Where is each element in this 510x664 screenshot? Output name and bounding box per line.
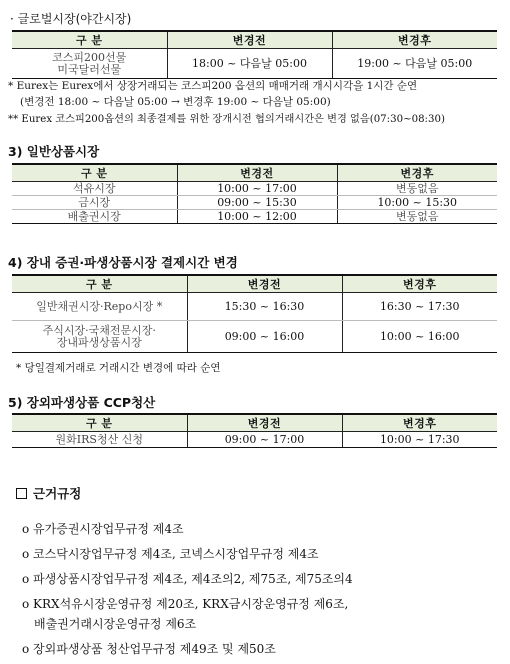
list-item: o KRX석유시장운영규정 제20조, KRX금시장운영규정 제6조, — [22, 597, 349, 611]
basis-heading: 근거규정 — [16, 484, 81, 502]
global-market-table — [12, 30, 497, 79]
section-heading: 3) 일반상품시장 — [8, 144, 100, 159]
list-item: 배출권거래시장운영규정 제6조 — [34, 617, 197, 631]
table-cell-before: 18:00 ~ 다음날 05:00 — [167, 49, 332, 79]
col-header-before: 변경전 — [187, 275, 342, 293]
footnote: (변경전 18:00 ~ 다음날 05:00 → 변경후 19:00 ~ 다음날 05:00) — [20, 96, 331, 108]
global-market-heading: · 글로벌시장(야간시장) — [10, 12, 132, 26]
list-item: o 유가증권시장업무규정 제4조 — [22, 522, 184, 536]
col-header-before: 변경전 — [187, 414, 342, 432]
table-cell-before: 10:00 ~ 17:00 — [177, 182, 337, 196]
table-cell-label: 금시장 — [12, 196, 177, 210]
col-header-category: 구 분 — [12, 31, 167, 49]
ccp-table — [12, 413, 497, 448]
table-cell-label: 석유시장 — [12, 182, 177, 196]
table-cell-before: 15:30 ~ 16:30 — [187, 293, 342, 321]
col-header-before: 변경전 — [167, 31, 332, 49]
table-cell-label: 주식시장·국채전문시장· 장내파생상품시장 — [12, 321, 187, 353]
table-cell-after: 19:00 ~ 다음날 05:00 — [332, 49, 497, 79]
col-header-category: 구 분 — [12, 414, 187, 432]
footnote: * Eurex는 Eurex에서 상장거래되는 코스피200 옵션의 매매거래 개시시각을 1시간 순연 — [8, 80, 418, 92]
table-cell-before: 09:00 ~ 15:30 — [177, 196, 337, 210]
table-cell-before: 10:00 ~ 12:00 — [177, 210, 337, 224]
col-header-category: 구 분 — [12, 164, 177, 182]
col-header-after: 변경후 — [342, 275, 497, 293]
checkbox-icon — [16, 488, 27, 499]
table-cell-after: 변동없음 — [337, 210, 497, 224]
table-cell-before: 09:00 ~ 16:00 — [187, 321, 342, 353]
table-cell-after: 10:00 ~ 15:30 — [337, 196, 497, 210]
col-header-before: 변경전 — [177, 164, 337, 182]
col-header-category: 구 분 — [12, 275, 187, 293]
table-cell-after: 10:00 ~ 16:00 — [342, 321, 497, 353]
section-heading: 5) 장외파생상품 CCP청산 — [8, 395, 156, 410]
settlement-table — [12, 274, 497, 353]
general-market-table — [12, 163, 497, 224]
col-header-after: 변경후 — [337, 164, 497, 182]
table-cell-after: 16:30 ~ 17:30 — [342, 293, 497, 321]
footnote: ** Eurex 코스피200옵션의 최종결제를 위한 장개시전 협의거래시간은 변경 없음(07:30~08:30) — [8, 114, 445, 125]
table-cell-label: 원화IRS청산 신청 — [12, 432, 187, 448]
table-cell-after: 변동없음 — [337, 182, 497, 196]
footnote: * 당일결제거래로 거래시간 변경에 따라 순연 — [16, 362, 221, 374]
section-heading: 4) 장내 증권·파생상품시장 결제시간 변경 — [8, 255, 238, 270]
table-cell-before: 09:00 ~ 17:00 — [187, 432, 342, 448]
table-cell-label: 배출권시장 — [12, 210, 177, 224]
list-item: o 파생상품시장업무규정 제4조, 제4조의2, 제75조, 제75조의4 — [22, 572, 353, 586]
col-header-after: 변경후 — [342, 414, 497, 432]
list-item: o 코스닥시장업무규정 제4조, 코넥스시장업무규정 제4조 — [22, 547, 319, 561]
table-cell-label: 일반채권시장·Repo시장 * — [12, 293, 187, 321]
list-item: o 장외파생상품 청산업무규정 제49조 및 제50조 — [22, 642, 276, 656]
col-header-after: 변경후 — [332, 31, 497, 49]
table-cell-label: 코스피200선물 미국달러선물 — [12, 49, 167, 79]
table-cell-after: 10:00 ~ 17:30 — [342, 432, 497, 448]
